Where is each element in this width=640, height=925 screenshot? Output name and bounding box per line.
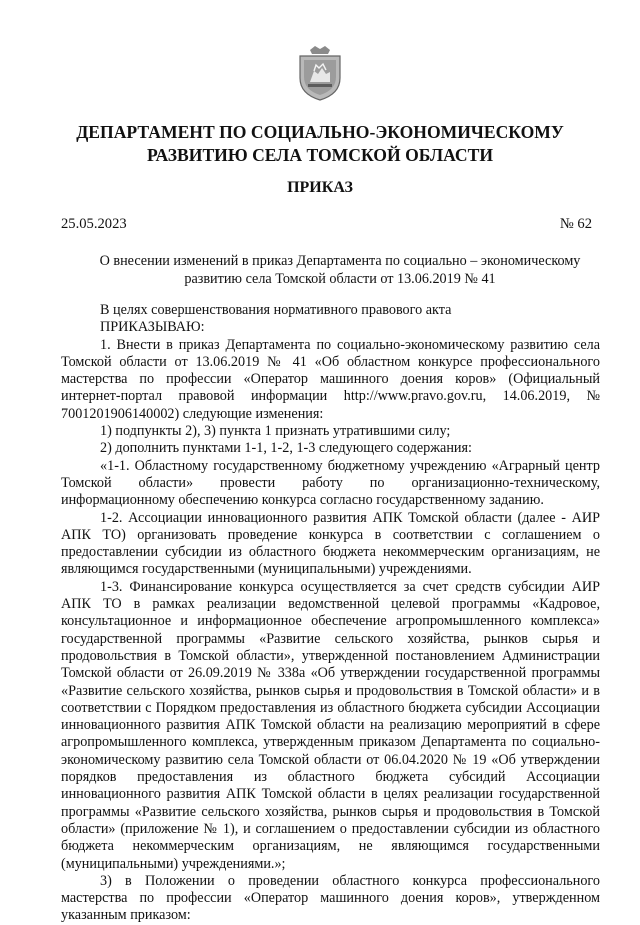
subparagraph-2: 2) дополнить пунктами 1-1, 1-2, 1-3 следующего содержания: [100, 440, 472, 457]
coat-of-arms-emblem [296, 44, 344, 102]
order-keyword: ПРИКАЗЫВАЮ: [100, 319, 205, 336]
subject-line-2: развитию села Томской области от 13.06.2019 № 41 [184, 270, 496, 287]
department-line-2: РАЗВИТИЮ СЕЛА ТОМСКОЙ ОБЛАСТИ [146, 145, 494, 165]
document-subject [80, 253, 600, 288]
preamble: В целях совершенствования нормативного правового акта [100, 302, 452, 318]
paragraph-1: 1. Внести в приказ Департамента по социально-экономическому развитию села Томской области от 13.06.2019 № 41 «Об областном конкурсе профессионального мастерства по профессии «Оператор машинного доения коров» (Официальный интернет-портал правовой информации http://www.pravo.gov.ru, 14.06.2019, № 7001201906140002) следующие изменения: [61, 336, 600, 422]
department-line-1: ДЕПАРТАМЕНТ ПО СОЦИАЛЬНО-ЭКОНОМИЧЕСКОМУ [76, 122, 564, 142]
document-type: ПРИКАЗ [287, 179, 353, 196]
subject-line-1: О внесении изменений в приказ Департамента по социально – экономическому [99, 253, 581, 269]
department-title [0, 121, 640, 167]
clause-1-3: 1-3. Финансирование конкурса осуществляется за счет средств субсидии АИР АПК ТО в рамках реализации ведомственной целевой программы «Кадровое, консультационное и информационное обеспечение агропромышленного комплекса» государственной программы «Развитие сельского хозяйства, рынков сырья и продовольствия в Томской области», утвержденной постановлением Администрации Томской области от 26.09.2019 № 338а «Об утверждении государственной программы «Развитие сельского хозяйства, рынков сырья и продовольствия в Томской области» и в соответствии с Порядком предоставления из областного бюджета субсидии Ассоциации инновационного развития АПК Томской области на реализацию мероприятий в сфере агропромышленного комплекса, утвержденным приказом Департамента по социально-экономическому развитию села Томской области от 06.04.2020 № 19 «Об утверждении порядков предоставления из областного бюджета субсидий Ассоциации инновационного развития АПК Томской области в целях реализации государственной программы «Развитие сельского хозяйства, рынков сырья и продовольствия в Томской области» (приложение № 1), и соглашением о предоставлении субсидии из областного бюджета некоммерческим организациям, не являющимся государственными (муниципальными) учреждениями.»; [61, 578, 600, 872]
document-date: 25.05.2023 [61, 216, 127, 232]
subparagraph-3: 3) в Положении о проведении областного конкурса профессионального мастерства по профессии «Оператор машинного доения коров», утвержденном указанным приказом: [61, 872, 600, 924]
subparagraph-1: 1) подпункты 2), 3) пункта 1 признать утратившими силу; [100, 423, 451, 440]
clause-1-1: «1-1. Областному государственному бюджетному учреждению «Аграрный центр Томской области» провести работу по организационно-техническому, информационному обеспечению конкурса согласно государственному заданию. [61, 457, 600, 509]
document-body [61, 302, 600, 925]
clause-1-2: 1-2. Ассоциации инновационного развития АПК Томской области (далее - АИР АПК ТО) организовать проведение конкурса в соответствии с соглашением о предоставлении субсидии из областного бюджета некоммерческим организациям, не являющимся государственными (муниципальными) учреждениями. [61, 509, 600, 578]
document-number: № 62 [559, 216, 592, 232]
